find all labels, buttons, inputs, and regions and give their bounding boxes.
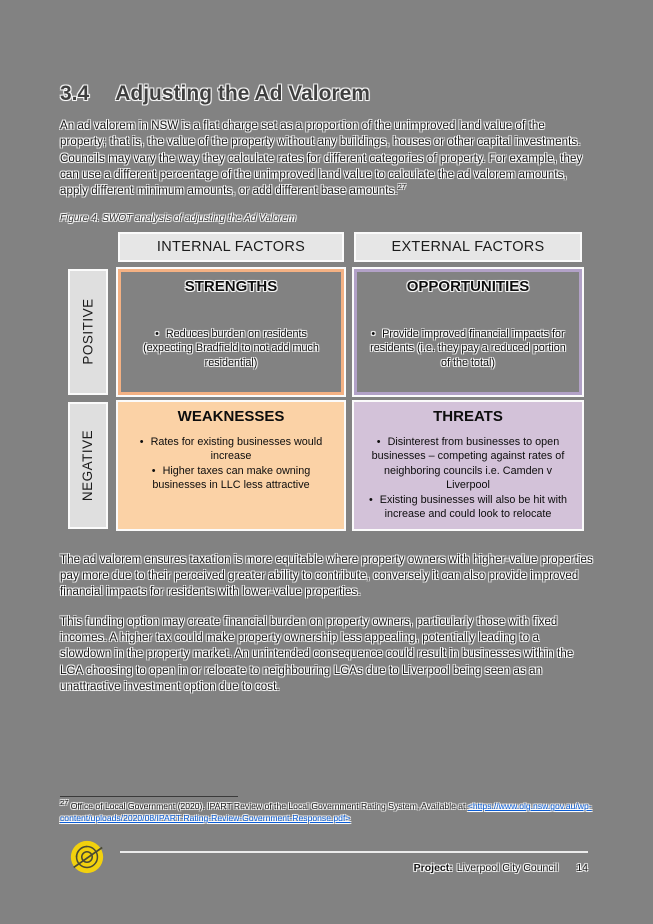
swot-quadrant-opportunities bbox=[354, 269, 582, 395]
swot-table bbox=[68, 232, 582, 529]
figure-caption: Figure 4. SWOT analysis of adjusting the Ad Valorem bbox=[60, 212, 297, 224]
footnote-number: 27 bbox=[60, 798, 69, 808]
swot-header-external: EXTERNAL FACTORS bbox=[354, 232, 582, 262]
weaknesses-bullet: • Higher taxes can make owning businesses in LLC less attractive bbox=[126, 464, 336, 493]
threats-bullet-list bbox=[362, 435, 574, 522]
footnote-text: Office of Local Government (2020). IPART Review of the Local Government Rating System, Available at bbox=[68, 801, 468, 811]
footnote-separator bbox=[60, 796, 238, 797]
swot-row-label-positive: POSITIVE bbox=[68, 269, 108, 395]
footer-page-number: 14 bbox=[576, 862, 588, 874]
footer-project-name: Liverpool City Council bbox=[456, 862, 559, 874]
weaknesses-bullet-list bbox=[126, 435, 336, 493]
swot-quadrant-strengths bbox=[118, 269, 344, 395]
footnote-link[interactable]: <https://www.olg.nsw.gov.au/wp-content/uploads/2020/08/IPART-Rating-Review-Government-Response.pdf> bbox=[60, 801, 592, 824]
swot-quadrant-threats bbox=[354, 402, 582, 529]
opportunities-bullet-list bbox=[365, 327, 571, 371]
footnote-reference: 27 bbox=[397, 182, 407, 192]
body-paragraph-1: The ad valorem ensures taxation is more equitable where property owners with higher-value properties pay more due to their perceived greater ability to contribute, conversely it can also provide improved financial impacts for residents with lower-value properties. bbox=[60, 553, 593, 599]
body-paragraph-2: This funding option may create financial burden on property owners, particularly those with fixed incomes. A higher tax could make property ownership less appealing, potentially leading to a slowdown in the property market. An unintended consequence could result in businesses within the LGA choosing to open in or relocate to neighbouring LGAs due to Liverpool being seen as an unattractive investment option due to cost. bbox=[60, 615, 574, 693]
footnote-area bbox=[60, 796, 598, 824]
section-heading bbox=[60, 82, 593, 106]
opportunities-title: OPPORTUNITIES bbox=[406, 277, 530, 295]
section-title-text: Adjusting the Ad Valorem bbox=[115, 82, 370, 105]
strengths-title: STRENGTHS bbox=[184, 277, 278, 295]
footer-text bbox=[414, 862, 588, 874]
weaknesses-title: WEAKNESSES bbox=[177, 407, 285, 425]
footer-divider bbox=[120, 851, 588, 853]
company-logo-icon bbox=[68, 838, 106, 876]
swot-header-internal: INTERNAL FACTORS bbox=[118, 232, 344, 262]
weaknesses-bullet: • Rates for existing businesses would increase bbox=[126, 435, 336, 464]
threats-bullet: • Existing businesses will also be hit with increase and could look to relocate bbox=[362, 493, 574, 522]
footer-project-label: Project: bbox=[413, 862, 453, 874]
swot-row-label-negative: NEGATIVE bbox=[68, 402, 108, 529]
page-footer bbox=[60, 836, 598, 896]
threats-bullet: • Disinterest from businesses to open businesses – competing against rates of neighboring councils i.e. Camden v Liverpool bbox=[362, 435, 574, 493]
opportunities-bullet: • Provide improved financial impacts for residents (i.e. they pay a reduced portion of the total) bbox=[365, 327, 571, 371]
footnote bbox=[60, 800, 598, 824]
swot-quadrant-weaknesses bbox=[118, 402, 344, 529]
swot-corner-spacer bbox=[68, 232, 108, 262]
section-number: 3.4 bbox=[60, 82, 90, 105]
strengths-bullet-list bbox=[129, 327, 333, 371]
strengths-bullet: • Reduces burden on residents (expecting Bradfield to not add much residential) bbox=[129, 327, 333, 371]
threats-title: THREATS bbox=[433, 407, 503, 425]
intro-paragraph: An ad valorem in NSW is a flat charge set as a proportion of the unimproved land value of the property; that is, the value of the property without any buildings, houses or other capital investments. Councils may vary the way they calculate rates for different categories of property. For example, they can use a different percentage of the unimproved land value to calculate the ad valorem amounts, apply different minimum amounts, or add different base amounts.$^{27}$ bbox=[60, 120, 583, 198]
